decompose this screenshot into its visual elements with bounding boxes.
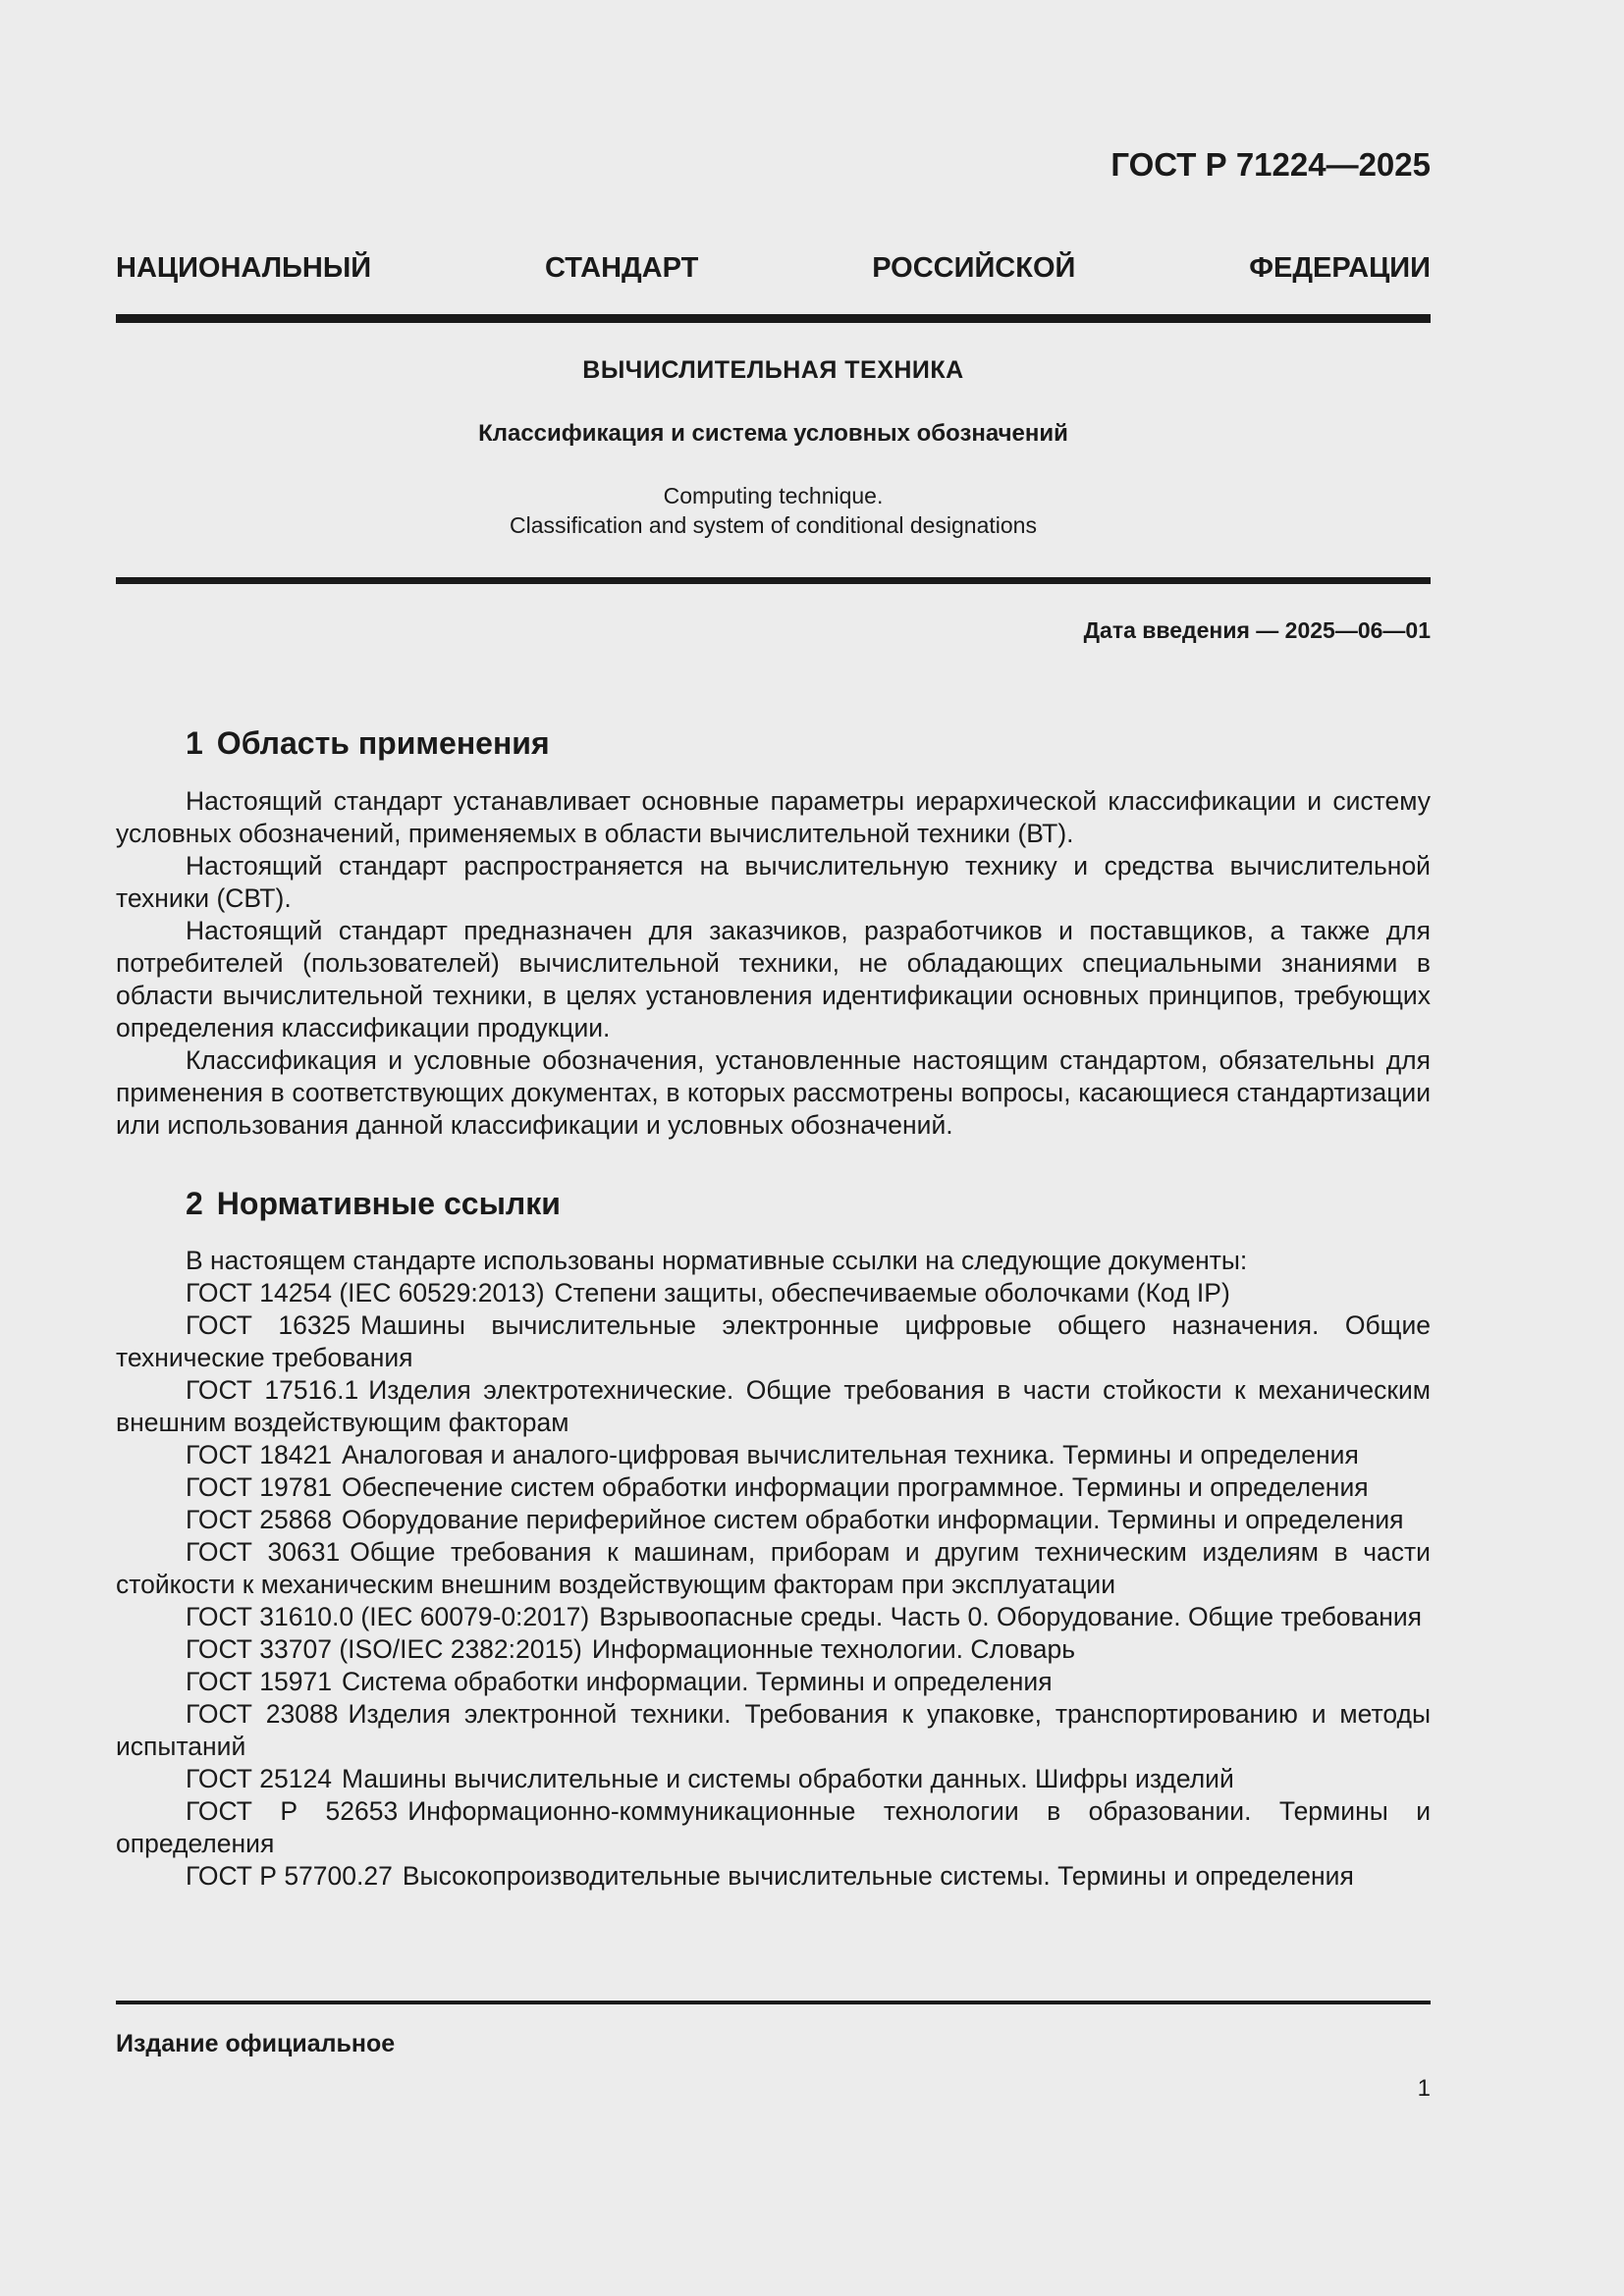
gost-code: ГОСТ Р 71224—2025 — [1110, 146, 1431, 183]
section-1-title: Область применения — [216, 725, 550, 761]
reference-code: ГОСТ 30631 — [186, 1537, 341, 1567]
reference-code: ГОСТ 33707 (ISO/IEC 2382:2015) — [186, 1634, 582, 1664]
reference-code: ГОСТ 19781 — [186, 1472, 332, 1502]
section-2-body — [116, 1245, 1431, 1893]
section-1-body — [116, 785, 1431, 1142]
reference-title: Изделия электротехнические. Общие требования в части стойкости к механическим внешним воздействующим факторам — [116, 1375, 1431, 1437]
section-2-title: Нормативные ссылки — [216, 1186, 561, 1221]
reference-item — [116, 1860, 1431, 1893]
section-1-number: 1 — [186, 725, 203, 761]
reference-item — [116, 1374, 1431, 1439]
document-title: ВЫЧИСЛИТЕЛЬНАЯ ТЕХНИКА — [582, 356, 964, 384]
reference-item — [116, 1698, 1431, 1763]
reference-code: ГОСТ Р 52653 — [186, 1796, 399, 1826]
reference-title: Обеспечение систем обработки информации программное. Термины и определения — [341, 1472, 1369, 1502]
reference-title: Степени защиты, обеспечиваемые оболочками (Код IP) — [554, 1278, 1230, 1308]
reference-item — [116, 1633, 1431, 1666]
document-subtitle: Классификация и система условных обозначений — [478, 420, 1068, 447]
reference-code: ГОСТ 25868 — [186, 1505, 332, 1534]
paragraph: Классификация и условные обозначения, установленные настоящим стандартом, обязательны для применения в соответствующих документах, в которых рассмотрены вопросы, касающиеся стандартизации или использования данной классификации и условных обозначений. — [116, 1045, 1431, 1140]
reference-title: Машины вычислительные электронные цифровые общего назначения. Общие технические требования — [116, 1310, 1431, 1372]
reference-title: Высокопроизводительные вычислительные системы. Термины и определения — [402, 1861, 1354, 1891]
reference-item — [116, 1504, 1431, 1536]
reference-code: ГОСТ Р 57700.27 — [186, 1861, 393, 1891]
section-2-heading — [186, 1182, 561, 1225]
reference-title: Информационные технологии. Словарь — [591, 1634, 1076, 1664]
reference-item — [116, 1309, 1431, 1374]
paragraph: Настоящий стандарт устанавливает основные параметры иерархической классификации и систему условных обозначений, применяемых в области вычислительной техники (ВТ). — [116, 786, 1431, 848]
english-title-line-1: Computing technique. — [663, 483, 884, 508]
reference-code: ГОСТ 23088 — [186, 1699, 339, 1729]
reference-title: Изделия электронной техники. Требования к упаковке, транспортированию и методы испытаний — [116, 1699, 1431, 1761]
reference-item — [116, 1763, 1431, 1795]
official-edition-label: Издание официальное — [116, 2030, 396, 2057]
reference-item — [116, 1439, 1431, 1471]
reference-title: Общие требования к машинам, приборам и другим техническим изделиям в части стойкости к механическим внешним воздействующим факторам при эксплуатации — [116, 1537, 1431, 1599]
reference-item — [116, 1277, 1431, 1309]
introduction-date: Дата введения — 2025—06—01 — [1083, 617, 1431, 643]
reference-code: ГОСТ 17516.1 — [186, 1375, 359, 1405]
page-number: 1 — [1417, 2075, 1431, 2102]
reference-code: ГОСТ 25124 — [186, 1764, 332, 1793]
reference-title: Оборудование периферийное систем обработки информации. Термины и определения — [341, 1505, 1404, 1534]
top-divider — [116, 314, 1431, 323]
national-standard-title: НАЦИОНАЛЬНЫЙ СТАНДАРТ РОССИЙСКОЙ ФЕДЕРАЦИИ — [116, 252, 1431, 284]
references-intro: В настоящем стандарте использованы нормативные ссылки на следующие документы: — [186, 1246, 1248, 1275]
reference-title: Аналоговая и аналого-цифровая вычислительная техника. Термины и определения — [341, 1440, 1359, 1469]
reference-code: ГОСТ 16325 — [186, 1310, 352, 1340]
paragraph: Настоящий стандарт предназначен для заказчиков, разработчиков и поставщиков, а также для потребителей (пользователей) вычислительной техники, не обладающих специальными знаниями в области вычислительной техники, в целях установления идентификации основных принципов, требующих определения классификации продукции. — [116, 916, 1431, 1042]
reference-title: Взрывоопасные среды. Часть 0. Оборудование. Общие требования — [599, 1602, 1422, 1631]
reference-code: ГОСТ 14254 (IEC 60529:2013) — [186, 1278, 545, 1308]
reference-code: ГОСТ 18421 — [186, 1440, 332, 1469]
reference-code: ГОСТ 15971 — [186, 1667, 332, 1696]
footer-divider — [116, 2001, 1431, 2004]
reference-title: Система обработки информации. Термины и определения — [341, 1667, 1053, 1696]
title-divider — [116, 577, 1431, 584]
reference-code: ГОСТ 31610.0 (IEC 60079-0:2017) — [186, 1602, 590, 1631]
reference-title: Машины вычислительные и системы обработки данных. Шифры изделий — [341, 1764, 1234, 1793]
reference-item — [116, 1536, 1431, 1601]
english-title-line-2: Classification and system of conditional designations — [510, 512, 1037, 538]
paragraph: Настоящий стандарт распространяется на вычислительную технику и средства вычислительной техники (СВТ). — [116, 851, 1431, 913]
reference-item — [116, 1666, 1431, 1698]
reference-title: Информационно-коммуникационные технологии в образовании. Термины и определения — [116, 1796, 1432, 1858]
section-1-heading — [186, 721, 550, 765]
reference-item — [116, 1471, 1431, 1504]
section-2-number: 2 — [186, 1186, 203, 1221]
reference-item — [116, 1795, 1431, 1860]
reference-item — [116, 1601, 1431, 1633]
